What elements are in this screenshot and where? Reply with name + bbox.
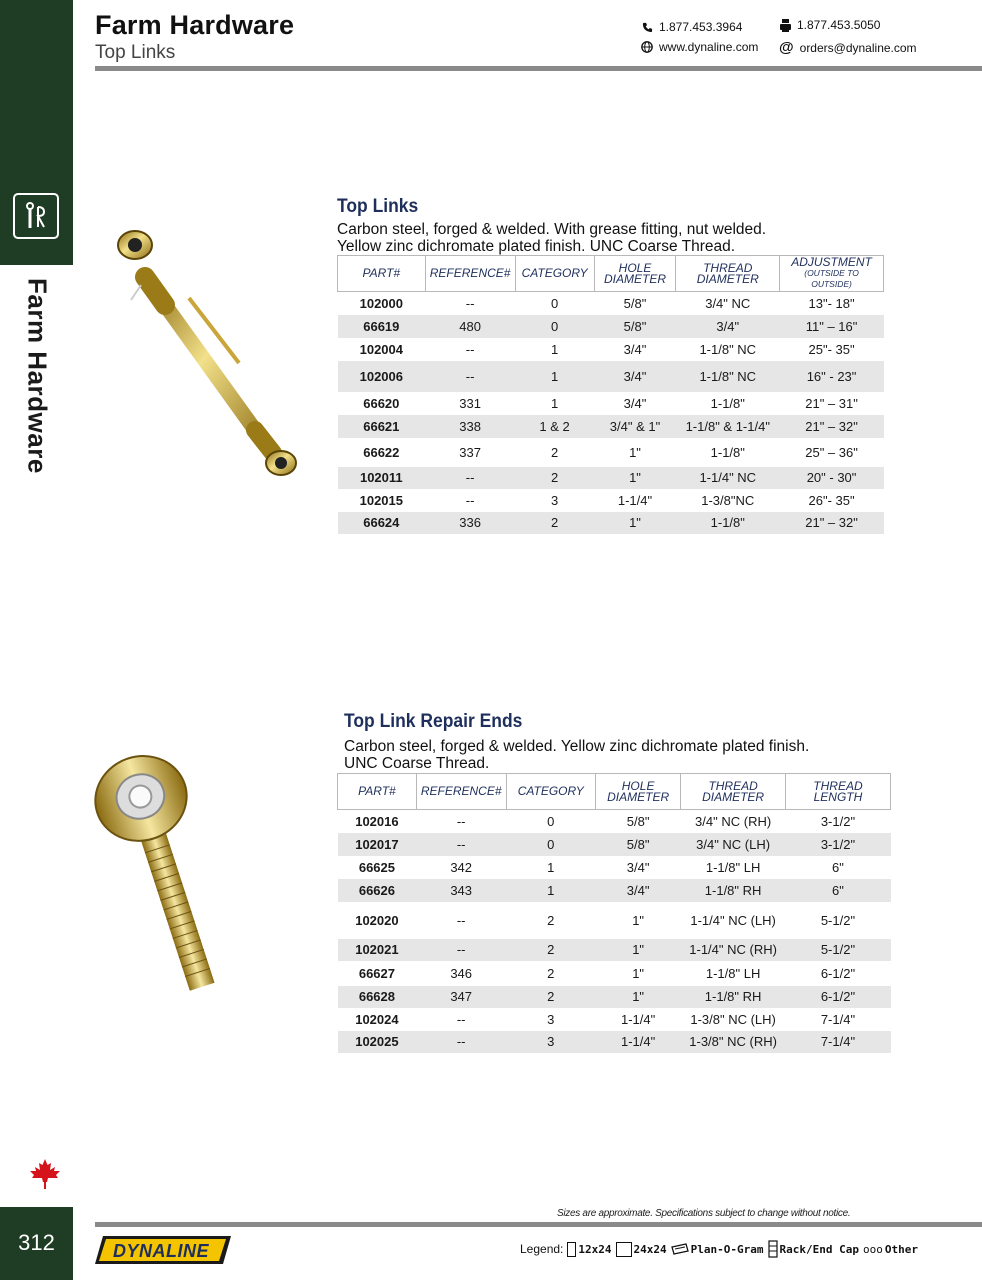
table-cell: 25"- 35" — [808, 341, 855, 357]
table-cell: 5/8" — [594, 315, 676, 338]
column-header-line: DIAMETER — [696, 271, 759, 286]
table-cell: 1-1/8" — [676, 512, 780, 534]
table-cell: 3/4" NC (RH) — [695, 813, 772, 829]
part-number-cell: 66621 — [338, 415, 426, 438]
table-cell: 21" – 32" — [780, 512, 884, 534]
table-cell: 1-3/8"NC — [701, 492, 755, 508]
fax-number: 1.877.453.5050 — [797, 18, 881, 32]
part-number-cell: 102025 — [338, 1031, 417, 1053]
table-cell: 6-1/2" — [785, 986, 890, 1008]
column-header-line: HOLE — [621, 778, 655, 793]
table-cell: 11" – 16" — [780, 315, 884, 338]
repair-ends-description — [344, 738, 809, 772]
table-cell: 1 — [515, 361, 594, 392]
table-cell: 1-1/8" RH — [681, 879, 786, 902]
dynaline-logo — [95, 1235, 231, 1265]
table-cell: 2 — [550, 444, 559, 460]
legend-other-label: Other — [884, 1242, 918, 1256]
table-cell: 1" — [595, 986, 680, 1008]
table-row — [338, 512, 884, 534]
part-number-cell: 102011 — [338, 467, 426, 489]
table-cell: 6" — [785, 879, 890, 902]
table-cell: 1-1/8" — [710, 444, 745, 460]
part-number-cell: 66620 — [363, 395, 400, 411]
table-cell: 3/4" — [623, 341, 647, 357]
column-header — [676, 256, 780, 292]
table-cell: 1 — [506, 879, 595, 902]
legend-item-rack — [768, 1240, 859, 1258]
part-number-cell: 66626 — [338, 879, 417, 902]
table-cell: 3/4" NC (LH) — [681, 833, 786, 856]
table-cell: 1-1/4" NC (LH) — [690, 912, 776, 928]
table-cell: 2 — [506, 986, 595, 1008]
table-cell: 3/4" & 1" — [594, 415, 676, 438]
table-cell: 3-1/2" — [785, 833, 890, 856]
table-cell: -- — [465, 341, 475, 357]
table-cell: -- — [416, 1031, 506, 1053]
planogram-icon — [671, 1243, 689, 1255]
fax-contact[interactable] — [780, 18, 880, 32]
table-row — [338, 833, 891, 856]
table-cell: 342 — [450, 859, 473, 875]
top-links-title: Top Links — [337, 196, 419, 217]
logo-wordmark: DYNALINE — [112, 1241, 210, 1261]
table-cell: 7-1/4" — [785, 1031, 890, 1053]
column-header: PART# — [338, 256, 426, 292]
table-cell: 26"- 35" — [808, 492, 855, 508]
column-header: PART# — [338, 774, 417, 810]
table-cell: 1" — [632, 912, 645, 928]
table-cell: 1" — [629, 444, 641, 460]
table-cell: 1" — [632, 965, 645, 981]
clevis-pin-icon — [13, 193, 59, 239]
table-row — [338, 810, 891, 833]
vertical-section-title: Farm Hardware — [22, 278, 53, 474]
table-cell: 21" – 32" — [780, 415, 884, 438]
table-cell: 0 — [547, 813, 555, 829]
top-links-description — [337, 221, 766, 255]
column-header — [595, 774, 680, 810]
table-cell: 1-1/8" RH — [681, 986, 786, 1008]
table-cell: 1 — [550, 395, 559, 411]
table-cell: 25" – 36" — [805, 444, 858, 460]
table-cell: 1-1/8" NC — [676, 361, 780, 392]
table-cell: 1-1/8" LH — [705, 965, 761, 981]
phone-contact[interactable] — [642, 20, 742, 34]
column-header — [681, 774, 786, 810]
table-cell: 21" – 31" — [805, 395, 858, 411]
table-row — [338, 315, 884, 338]
table-cell: 480 — [425, 315, 515, 338]
table-cell: 3/4" — [595, 879, 680, 902]
table-cell: 0 — [550, 295, 559, 311]
display-12x24-icon — [567, 1242, 576, 1257]
table-cell: 3/4" — [623, 395, 647, 411]
email-link[interactable]: orders@dynaline.com — [799, 40, 917, 55]
table-cell: 347 — [416, 986, 506, 1008]
table-cell: 6-1/2" — [820, 965, 856, 981]
legend-item-24x24 — [616, 1242, 667, 1257]
table-cell: 2 — [506, 939, 595, 961]
repair-ends-table — [337, 773, 891, 1053]
table-cell: 338 — [425, 415, 515, 438]
table-cell: 336 — [425, 512, 515, 534]
repair-ends-desc-line: UNC Coarse Thread. — [344, 755, 490, 772]
table-cell: 3 — [547, 1011, 555, 1027]
table-cell: 0 — [506, 833, 595, 856]
table-row — [338, 467, 884, 489]
part-number-cell: 66619 — [338, 315, 426, 338]
table-row — [338, 438, 884, 467]
table-row — [338, 856, 891, 879]
table-cell: -- — [425, 361, 515, 392]
top-links-table — [337, 255, 884, 534]
table-cell: 0 — [515, 315, 594, 338]
column-header-note: (OUTSIDE TO OUTSIDE) — [804, 268, 859, 289]
globe-icon — [641, 41, 653, 53]
part-number-cell: 102017 — [338, 833, 417, 856]
table-cell: 5-1/2" — [820, 912, 856, 928]
table-header-row — [338, 774, 891, 810]
legend-12x24-label: 12x24 — [578, 1242, 612, 1256]
table-row — [338, 1008, 891, 1031]
table-cell: -- — [465, 492, 475, 508]
table-cell: 343 — [416, 879, 506, 902]
at-icon: @ — [779, 39, 794, 56]
top-links-desc-line: Carbon steel, forged & welded. With grease fitting, nut welded. — [337, 221, 767, 238]
table-cell: 1-1/8" — [710, 395, 745, 411]
repair-ends-desc-line: Carbon steel, forged & welded. Yellow zinc dichromate plated finish. — [344, 738, 810, 755]
table-cell: 3 — [506, 1031, 595, 1053]
part-number-cell: 102021 — [338, 939, 417, 961]
table-cell: 3 — [550, 492, 559, 508]
column-header-line: DIAMETER — [607, 789, 670, 804]
table-cell: 7-1/4" — [820, 1011, 856, 1027]
table-cell: 1-1/4" — [620, 1011, 656, 1027]
table-cell: 2 — [547, 912, 555, 928]
table-row — [338, 392, 884, 415]
legend-24x24-label: 24x24 — [633, 1242, 667, 1256]
part-number-cell: 102016 — [355, 813, 399, 829]
table-cell: 3-1/2" — [820, 813, 856, 829]
page-subtitle: Top Links — [95, 42, 176, 63]
table-cell: 3/4" — [594, 361, 676, 392]
table-cell: -- — [465, 295, 475, 311]
column-header-line: ADJUSTMENT — [791, 255, 872, 269]
table-cell: 1" — [594, 512, 676, 534]
table-cell: 1" — [594, 467, 676, 489]
table-cell: 1-3/8" NC (RH) — [681, 1031, 786, 1053]
column-header — [594, 256, 676, 292]
legend-label: Legend: — [520, 1242, 564, 1256]
part-number-cell: 66625 — [358, 859, 395, 875]
table-cell: -- — [416, 939, 506, 961]
table-cell: 1" — [595, 939, 680, 961]
column-header: CATEGORY — [506, 774, 595, 810]
table-cell: 5/8" — [595, 833, 680, 856]
table-cell: 1-1/8" NC — [699, 341, 757, 357]
table-row — [338, 961, 891, 986]
other-icon: ooo — [862, 1242, 883, 1256]
table-cell: -- — [456, 813, 466, 829]
table-cell: -- — [456, 1011, 466, 1027]
table-cell: 5/8" — [626, 813, 650, 829]
table-row — [338, 902, 891, 939]
table-cell: 2 — [547, 965, 555, 981]
part-number-cell: 66622 — [363, 444, 400, 460]
table-cell: -- — [416, 833, 506, 856]
table-cell: 3/4" — [676, 315, 780, 338]
part-number-cell: 102004 — [359, 341, 403, 357]
column-header-line: HOLE — [618, 260, 652, 275]
table-cell: -- — [456, 912, 466, 928]
display-24x24-icon — [616, 1242, 632, 1257]
table-cell: 1-1/4" — [617, 492, 653, 508]
table-cell: 5/8" — [623, 295, 647, 311]
table-row — [338, 338, 884, 361]
part-number-cell: 102024 — [355, 1011, 399, 1027]
table-header-row — [338, 256, 884, 292]
table-cell: 337 — [459, 444, 481, 460]
table-cell: 3/4" NC — [705, 295, 751, 311]
top-links-desc-line: Yellow zinc dichromate plated finish. UNC Coarse Thread. — [337, 238, 736, 255]
table-cell: 20" - 30" — [780, 467, 884, 489]
header-divider — [95, 66, 982, 71]
table-row — [338, 986, 891, 1008]
legend-planogram-label: Plan-O-Gram — [690, 1242, 764, 1256]
table-cell: 16" - 23" — [780, 361, 884, 392]
legend-item-12x24 — [567, 1242, 611, 1257]
table-cell: 1-1/4" NC (RH) — [681, 939, 786, 961]
table-cell: -- — [425, 467, 515, 489]
legend-item-other — [863, 1243, 918, 1256]
column-header-line: THREAD — [703, 260, 753, 275]
column-header-line: THREAD — [708, 778, 758, 793]
table-row — [338, 361, 884, 392]
table-cell: 331 — [459, 395, 481, 411]
page-number: 312 — [18, 1230, 55, 1255]
table-cell: 1-1/8" LH — [705, 859, 761, 875]
column-header: THREAD LENGTH — [785, 774, 890, 810]
table-row — [338, 415, 884, 438]
table-cell: 3/4" — [626, 859, 650, 875]
table-cell: 1-1/8" & 1-1/4" — [676, 415, 780, 438]
email-contact[interactable] — [779, 39, 917, 56]
part-number-cell: 102020 — [355, 912, 399, 928]
part-number-cell: 102000 — [359, 295, 403, 311]
column-header: CATEGORY — [515, 256, 594, 292]
legend-rack-label: Rack/End Cap — [779, 1242, 859, 1256]
table-row — [338, 939, 891, 961]
table-cell: 5-1/2" — [785, 939, 890, 961]
website-contact[interactable] — [641, 40, 758, 54]
repair-end-product-image — [72, 752, 272, 997]
phone-icon — [642, 22, 653, 33]
table-cell: 2 — [515, 467, 594, 489]
column-header: REFERENCE# — [416, 774, 506, 810]
table-cell: 1 & 2 — [515, 415, 594, 438]
part-number-cell: 66628 — [338, 986, 417, 1008]
table-row — [338, 489, 884, 512]
table-row — [338, 1031, 891, 1053]
website-link[interactable]: www.dynaline.com — [659, 40, 759, 54]
legend — [520, 1240, 918, 1258]
disclaimer-text: Sizes are approximate. Specifications subject to change without notice. — [557, 1208, 851, 1219]
page-title: Farm Hardware — [95, 10, 295, 40]
column-header-line: DIAMETER — [603, 271, 666, 286]
table-cell: 13"- 18" — [808, 295, 855, 311]
table-cell: 1-3/8" NC (LH) — [690, 1011, 776, 1027]
column-header: REFERENCE# — [425, 256, 515, 292]
legend-item-planogram — [671, 1243, 764, 1256]
table-cell: 1-1/4" NC — [676, 467, 780, 489]
table-cell: 1 — [547, 859, 555, 875]
column-header — [780, 256, 884, 292]
table-row — [338, 292, 884, 315]
part-number-cell: 66627 — [358, 965, 395, 981]
top-link-product-image — [105, 225, 305, 480]
fax-icon — [780, 19, 791, 32]
phone-number: 1.877.453.3964 — [659, 20, 743, 34]
table-cell: 2 — [515, 512, 594, 534]
table-cell: 346 — [450, 965, 473, 981]
maple-leaf-icon — [28, 1157, 62, 1196]
part-number-cell: 102006 — [338, 361, 426, 392]
footer-divider — [95, 1222, 982, 1227]
column-header-line: DIAMETER — [702, 789, 765, 804]
table-row — [338, 879, 891, 902]
part-number-cell: 102015 — [359, 492, 403, 508]
repair-ends-title: Top Link Repair Ends — [344, 711, 523, 732]
rack-icon — [768, 1240, 778, 1258]
table-cell: 1-1/4" — [595, 1031, 680, 1053]
table-cell: 1 — [550, 341, 559, 357]
part-number-cell: 66624 — [338, 512, 426, 534]
table-cell: 6" — [832, 859, 844, 875]
